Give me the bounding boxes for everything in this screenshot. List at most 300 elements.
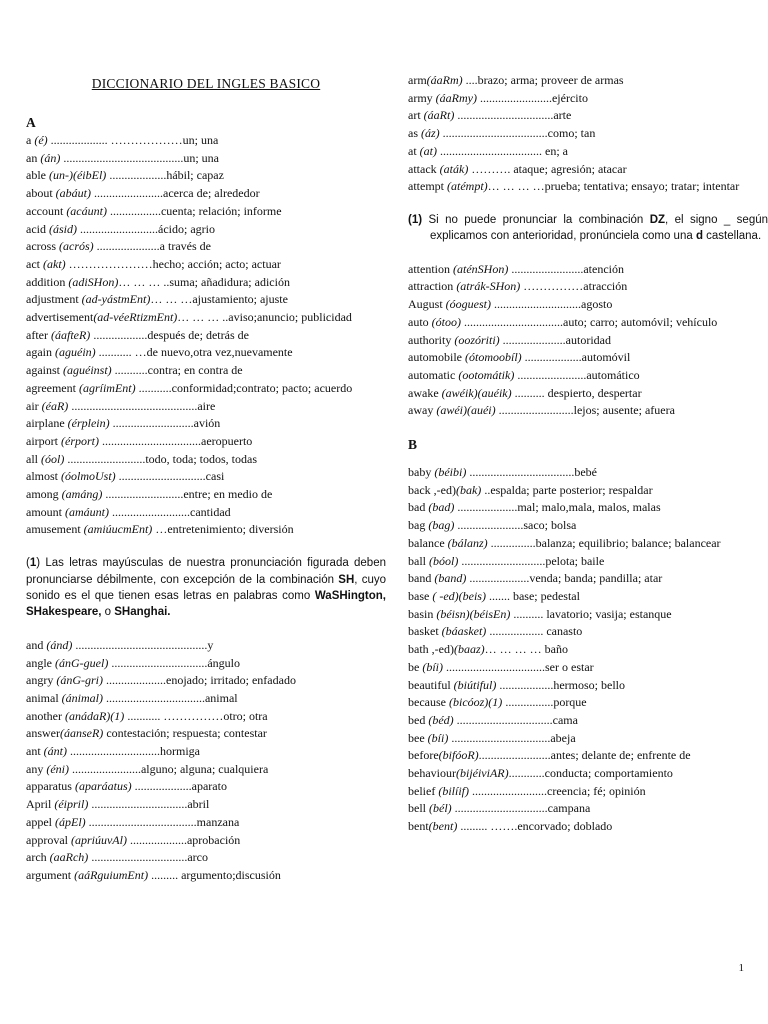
dictionary-entry [408, 367, 768, 385]
entry-meaning: ...................................bebé [466, 465, 597, 480]
dictionary-entry [26, 451, 386, 469]
entry-meaning: ....... base; pedestal [485, 588, 580, 603]
dictionary-entry [408, 90, 768, 108]
entry-word: bell [408, 801, 429, 816]
note-text: , el signo _ según explicamos con anterioridad, pronúnciela como una [430, 213, 768, 243]
dictionary-entry [408, 464, 768, 482]
entry-pronunciation: (aaRch) [49, 850, 89, 865]
dictionary-entry [26, 521, 386, 539]
dictionary-entry [408, 332, 768, 350]
dictionary-entry [26, 433, 386, 451]
entry-meaning: … … … ..suma; añadidura; adición [118, 274, 290, 289]
entry-meaning: ......................saco; bolsa [454, 518, 577, 533]
entry-word: a [26, 133, 35, 147]
entry-word: be [408, 659, 423, 674]
entry-list [26, 132, 386, 539]
page-title: DICCIONARIO DEL INGLES BASICO [91, 76, 321, 91]
entry-meaning: .................................auto; carro; automóvil; vehículo [461, 314, 718, 329]
entry-pronunciation: (acrós) [59, 239, 94, 254]
dictionary-entry [408, 261, 768, 279]
entry-pronunciation: (ásid) [49, 221, 77, 236]
entry-word: adjustment [26, 292, 82, 307]
entry-pronunciation: (bicóoz)(1) [448, 695, 503, 710]
entry-word: bent [408, 819, 429, 834]
note-bold: d [695, 230, 703, 243]
entry-meaning: .........................creencia; fé; opinión [469, 783, 646, 798]
entry-meaning: .......... lavatorio; vasija; estanque [510, 606, 672, 621]
entry-pronunciation: (bálanz) [447, 535, 488, 550]
dictionary-entry [408, 349, 768, 367]
dictionary-entry [408, 72, 768, 90]
entry-meaning: ................................abril [88, 797, 210, 812]
entry-word: August [408, 297, 446, 312]
entry-pronunciation: (awéik)(auéik) [441, 385, 512, 400]
entry-meaning: .............................casi [115, 469, 225, 484]
entry-word: attempt [408, 179, 447, 194]
entry-meaning: ..........................ácido; agrio [77, 221, 215, 236]
entry-pronunciation: (ánG-gri) [56, 673, 103, 688]
dictionary-entry [408, 623, 768, 641]
entry-meaning: ....................................manzana [85, 814, 240, 829]
entry-pronunciation: (acáunt) [66, 203, 107, 218]
entry-pronunciation: (érplein) [67, 416, 110, 431]
entry-word: angle [26, 655, 55, 670]
dictionary-entry [26, 468, 386, 486]
entry-pronunciation: (atrák-SHon) [456, 279, 521, 294]
dictionary-entry [408, 641, 768, 659]
entry-pronunciation: (bak) [455, 482, 482, 497]
dictionary-entry [26, 309, 386, 327]
note-text: , cuyo sonido es el que tienen esas letras en palabras como [26, 573, 386, 602]
entry-pronunciation: (éaR) [41, 398, 69, 413]
entry-meaning: ....brazo; arma; proveer de armas [462, 73, 624, 87]
entry-meaning: ....................enojado; irritado; enfadado [103, 673, 296, 688]
entry-pronunciation: (amáng) [61, 487, 103, 502]
note-bold: DZ [649, 213, 666, 226]
entry-word: angry [26, 673, 57, 688]
dictionary-entry [408, 712, 768, 730]
entry-meaning: .......... despierto, despertar [511, 385, 642, 400]
dictionary-entry [408, 694, 768, 712]
dictionary-entry [408, 818, 768, 836]
dictionary-entry [26, 344, 386, 362]
entry-pronunciation: (akt) [43, 256, 66, 271]
entry-word: arm [408, 73, 427, 87]
dictionary-entry [26, 655, 386, 673]
entry-word: any [26, 761, 47, 776]
entry-word: act [26, 256, 43, 271]
dictionary-entry [408, 659, 768, 677]
dictionary-entry [26, 637, 386, 655]
entry-pronunciation: (ootomátik) [458, 367, 515, 382]
dictionary-entry [26, 362, 386, 380]
entry-meaning: ................................ángulo [108, 655, 240, 670]
entry-word: after [26, 327, 51, 342]
dictionary-entry [26, 867, 386, 885]
entry-word: base [408, 588, 433, 603]
entry-pronunciation: (óolmoUst) [61, 469, 116, 484]
entry-meaning: ...................................como; tan [439, 126, 596, 141]
entry-word: appel [26, 814, 55, 829]
entry-pronunciation: (béd) [428, 712, 454, 727]
dictionary-entry [26, 504, 386, 522]
dictionary-entry [408, 296, 768, 314]
entry-word: agreement [26, 380, 79, 395]
entry-meaning: ............conducta; comportamiento [508, 766, 673, 781]
entry-meaning: .........................lejos; ausente; afuera [495, 403, 675, 418]
entry-meaning: .................................aeropuerto [99, 433, 253, 448]
dictionary-entry [26, 185, 386, 203]
entry-meaning: ....................mal; malo,mala, malos, malas [454, 500, 661, 515]
entry-word: approval [26, 832, 71, 847]
entry-pronunciation: (báasket) [441, 624, 487, 639]
dictionary-entry [26, 672, 386, 690]
entry-word: as [408, 126, 421, 141]
entry-pronunciation: (aparáatus) [74, 779, 132, 794]
entry-meaning: ............................................y [72, 637, 214, 652]
dictionary-entry [408, 314, 768, 332]
section-heading-a: A [26, 115, 36, 130]
entry-word: automatic [408, 367, 459, 382]
dictionary-entry [26, 796, 386, 814]
entry-meaning: .............................agosto [491, 297, 613, 312]
entry-pronunciation: (áaRt) [423, 108, 455, 123]
entry-pronunciation: (abáut) [55, 186, 91, 201]
entry-pronunciation: (amáunt) [65, 504, 109, 519]
entry-pronunciation: (ánt) [43, 744, 67, 759]
entry-pronunciation: (ad-véeRtizmEnt) [93, 310, 178, 325]
dictionary-entry [408, 677, 768, 695]
entry-meaning: ..................hermoso; bello [496, 677, 625, 692]
entry-word: amount [26, 504, 65, 519]
dictionary-entry [408, 553, 768, 571]
entry-meaning: ...............balanza; equilibrio; balance; balancear [487, 535, 721, 550]
entry-pronunciation: (é) [34, 133, 48, 147]
entry-word: away [408, 403, 437, 418]
dictionary-entry [26, 221, 386, 239]
entry-pronunciation: (band) [434, 571, 467, 586]
entry-word: behaviour [408, 766, 456, 781]
entry-word: another [26, 708, 65, 723]
dictionary-entry [26, 690, 386, 708]
entry-pronunciation: (agríimEnt) [78, 380, 136, 395]
entry-word: an [26, 150, 41, 165]
dictionary-entry [408, 278, 768, 296]
entry-pronunciation: (atémpt) [447, 179, 488, 194]
dictionary-entry [26, 486, 386, 504]
entry-meaning: ................................arco [88, 850, 208, 865]
entry-meaning: ......... …….encorvado; doblado [457, 819, 613, 834]
entry-meaning: .................................. en; a [437, 143, 568, 158]
entry-meaning: ................... ………………un; una [47, 133, 219, 147]
entry-list [408, 261, 768, 420]
entry-word: bed [408, 712, 429, 727]
entry-word: bad [408, 500, 429, 515]
note-text: o [101, 606, 115, 619]
entry-pronunciation: (bifóoR) [438, 748, 479, 763]
entry-word: advertisement [26, 310, 94, 325]
entry-meaning: ...............................campana [451, 801, 591, 816]
entry-word: airport [26, 433, 61, 448]
entry-meaning: ..........................................aire [68, 398, 216, 413]
dictionary-entry [26, 832, 386, 850]
entry-meaning: .................cuenta; relación; informe [106, 203, 282, 218]
entry-pronunciation: (béisn)(béisEn) [436, 606, 511, 621]
dictionary-entry [26, 167, 386, 185]
entry-meaning: ..............................hormiga [67, 744, 200, 759]
entry-meaning: ................porque [502, 695, 587, 710]
dictionary-entry [408, 570, 768, 588]
entry-pronunciation: (awéi)(auéi) [436, 403, 496, 418]
entry-word: air [26, 398, 42, 413]
entry-meaning: .................................abeja [448, 730, 576, 745]
entry-word: answer [26, 726, 60, 741]
entry-word: army [408, 90, 436, 105]
entry-meaning: ........... ……………otro; otra [124, 708, 268, 723]
dictionary-entry [408, 800, 768, 818]
note-bold: SH [338, 573, 355, 586]
entry-pronunciation: (aguéin) [55, 345, 96, 360]
entry-pronunciation: (bag) [428, 518, 455, 533]
entry-pronunciation: (bijéiviAR) [455, 766, 509, 781]
entry-meaning: .......................acerca de; alrededor [91, 186, 260, 201]
dictionary-entry [408, 499, 768, 517]
dictionary-entry [26, 274, 386, 292]
entry-pronunciation: ( -ed)(beis) [432, 588, 486, 603]
entry-pronunciation: (érport) [61, 433, 99, 448]
entry-word: ball [408, 553, 429, 568]
entry-pronunciation: (bél) [429, 801, 452, 816]
dictionary-entry [26, 814, 386, 832]
dictionary-entry [26, 415, 386, 433]
entry-meaning: ...........contra; en contra de [111, 363, 243, 378]
entry-pronunciation: (áz) [421, 126, 440, 141]
entry-list [26, 637, 386, 885]
entry-meaning: … … … …prueba; tentativa; ensayo; tratar; intentar [487, 179, 740, 194]
entry-meaning: ............................pelota; baile [458, 553, 605, 568]
entry-pronunciation: (áanseR) [59, 726, 104, 741]
entry-meaning: ...................hábil; capaz [106, 168, 224, 183]
entry-word: amusement [26, 522, 84, 537]
dictionary-entry [408, 535, 768, 553]
entry-pronunciation: (bíi) [427, 730, 449, 745]
entry-list [408, 72, 768, 196]
dictionary-entry [26, 743, 386, 761]
note-bold: SHanghai. [114, 606, 171, 619]
entry-word: balance [408, 535, 448, 550]
entry-pronunciation: (bóol) [429, 553, 459, 568]
entry-word: against [26, 363, 63, 378]
entry-meaning: ....................venda; banda; pandilla; atar [466, 571, 663, 586]
section-heading-b: B [408, 437, 418, 453]
entry-word: baby [408, 465, 435, 480]
entry-pronunciation: (ótomoobíl) [465, 350, 522, 365]
note-number: (1) [408, 213, 423, 226]
entry-word: at [408, 143, 420, 158]
entry-word: attack [408, 161, 440, 176]
entry-word: before [408, 748, 439, 763]
entry-word: about [26, 186, 56, 201]
dictionary-entry [26, 380, 386, 398]
entry-word: again [26, 345, 55, 360]
entry-meaning: contestación; respuesta; contestar [103, 726, 267, 741]
entry-word: apparatus [26, 779, 75, 794]
dictionary-entry [26, 849, 386, 867]
entry-meaning: …entretenimiento; diversión [152, 522, 294, 537]
dictionary-entry [26, 725, 386, 743]
entry-pronunciation: (biútiful) [453, 677, 497, 692]
entry-word: almost [26, 469, 61, 484]
dictionary-entry [26, 761, 386, 779]
entry-meaning: ...................automóvil [521, 350, 631, 365]
entry-word: addition [26, 274, 69, 289]
entry-word: automobile [408, 350, 465, 365]
entry-meaning: ………. ataque; agresión; atacar [468, 161, 627, 176]
entry-word: across [26, 239, 59, 254]
entry-pronunciation: (aták) [439, 161, 469, 176]
dictionary-entry [408, 747, 768, 765]
dictionary-entry [26, 256, 386, 274]
entry-pronunciation: (aáRguiumEnt) [74, 867, 149, 882]
entry-meaning: .....................autoridad [499, 332, 611, 347]
entry-word: bee [408, 730, 428, 745]
entry-pronunciation: (ápEl) [55, 814, 86, 829]
entry-meaning: ..........................cantidad [109, 504, 231, 519]
entry-meaning: .................. canasto [486, 624, 583, 639]
entry-word: back ,-ed) [408, 482, 456, 497]
entry-word: acid [26, 221, 49, 236]
entry-word: basket [408, 624, 442, 639]
dictionary-entry [408, 107, 768, 125]
entry-meaning: ................................cama [453, 712, 578, 727]
entry-pronunciation: (óol) [41, 451, 65, 466]
dictionary-entry [408, 765, 768, 783]
entry-pronunciation: (aténSHon) [453, 261, 509, 276]
left-column [26, 72, 386, 885]
right-column [408, 72, 768, 836]
entry-meaning: ........................................un; una [60, 150, 219, 165]
entry-pronunciation: (béibi) [434, 465, 467, 480]
dictionary-entry [408, 517, 768, 535]
dictionary-entry [408, 730, 768, 748]
entry-pronunciation: (amiúucmEnt) [83, 522, 153, 537]
entry-pronunciation: (ótoo) [431, 314, 461, 329]
entry-word: all [26, 451, 41, 466]
entry-meaning: ........... …de nuevo,otra vez,nuevamente [95, 345, 293, 360]
dictionary-entry [408, 606, 768, 624]
dictionary-entry [26, 398, 386, 416]
dictionary-entry [408, 125, 768, 143]
entry-pronunciation: (ad-yástmEnt) [81, 292, 151, 307]
entry-meaning: ........................antes; delante de; enfrente de [478, 748, 691, 763]
entry-word: because [408, 695, 449, 710]
entry-meaning: .......................alguno; alguna; cualquiera [68, 761, 269, 776]
entry-pronunciation: (ánG-guel) [55, 655, 109, 670]
entry-pronunciation: (éni) [46, 761, 69, 776]
note-bold: WaSHington, SHakespeare, [26, 589, 386, 619]
entry-meaning: ..................después de; detrás de [90, 327, 249, 342]
entry-word: art [408, 108, 424, 123]
pronunciation-note [408, 212, 768, 245]
entry-meaning: … … …ajustamiento; ajuste [150, 292, 288, 307]
entry-word: account [26, 203, 67, 218]
note-number: 1 [29, 557, 37, 570]
entry-word: airplane [26, 416, 68, 431]
entry-meaning: ...........conformidad;contrato; pacto; acuerdo [135, 380, 353, 395]
entry-pronunciation: (un-)(éibEl) [49, 168, 107, 183]
entry-pronunciation: (ánd) [46, 637, 73, 652]
entry-meaning: ........................ejército [476, 90, 588, 105]
entry-meaning: ...........................avión [109, 416, 221, 431]
entry-meaning: ...................aprobación [126, 832, 241, 847]
entry-word: among [26, 487, 62, 502]
entry-meaning: ……………atracción [520, 279, 628, 294]
entry-meaning: ..........................entre; en medio de [102, 487, 273, 502]
entry-pronunciation: (bad) [428, 500, 455, 515]
dictionary-entry [26, 778, 386, 796]
dictionary-entry [26, 238, 386, 256]
entry-meaning: ..........................todo, toda; todos, todas [64, 451, 257, 466]
entry-pronunciation: (óoguest) [445, 297, 491, 312]
entry-pronunciation: (bent) [428, 819, 458, 834]
entry-word: beautiful [408, 677, 454, 692]
entry-pronunciation: (anádaR)(1) [64, 708, 125, 723]
entry-word: basin [408, 606, 437, 621]
dictionary-entry [26, 203, 386, 221]
note-text: Las letras mayúsculas de nuestra pronunciación figurada deben pronunciarse débilmente, con excepción de la combinación [26, 557, 386, 586]
page-number: 1 [738, 962, 744, 974]
entry-word: attention [408, 261, 453, 276]
entry-word: argument [26, 867, 75, 882]
entry-word: authority [408, 332, 455, 347]
entry-pronunciation: (áafteR) [50, 327, 91, 342]
entry-word: bag [408, 518, 429, 533]
entry-pronunciation: (bilíif) [438, 783, 469, 798]
dictionary-entry [26, 150, 386, 168]
entry-word: and [26, 637, 47, 652]
dictionary-entry [408, 143, 768, 161]
dictionary-entry [408, 385, 768, 403]
dictionary-entry [408, 178, 768, 196]
entry-pronunciation: (apriúuvAl) [70, 832, 127, 847]
entry-pronunciation: (éipril) [54, 797, 89, 812]
note-text: castellana. [702, 230, 762, 243]
entry-pronunciation: (bíi) [422, 659, 443, 674]
entry-word: ant [26, 744, 44, 759]
dictionary-entry [408, 402, 768, 420]
entry-word: April [26, 797, 55, 812]
entry-pronunciation: (adiSHon) [68, 274, 119, 289]
entry-meaning: .................................animal [102, 690, 238, 705]
entry-pronunciation: (oozóriti) [454, 332, 500, 347]
entry-pronunciation: (baaz) [453, 642, 485, 657]
entry-meaning: ........................atención [508, 261, 624, 276]
entry-word: bath ,-ed) [408, 642, 454, 657]
entry-meaning: .................................ser o estar [443, 659, 594, 674]
entry-meaning: ...................aparato [131, 779, 227, 794]
pronunciation-note: (1) Las letras mayúsculas de nuestra pronunciación figurada deben pronunciarse débilmente, con excepción de la combinación SH, cuyo sonido es el que tienen esas letras en palabras como WaSHington, SHakespeare, o SHanghai. [26, 557, 386, 619]
entry-meaning: .....................a través de [93, 239, 211, 254]
entry-pronunciation: (án) [40, 150, 61, 165]
entry-meaning: ......... argumento;discusión [148, 867, 281, 882]
entry-word: animal [26, 690, 62, 705]
entry-pronunciation: (áaRmy) [435, 90, 477, 105]
dictionary-entry [26, 327, 386, 345]
entry-pronunciation: (áaRm) [426, 73, 463, 87]
dictionary-entry [408, 783, 768, 801]
entry-meaning: … … … ..aviso;anuncio; publicidad [177, 310, 352, 325]
entry-word: able [26, 168, 49, 183]
